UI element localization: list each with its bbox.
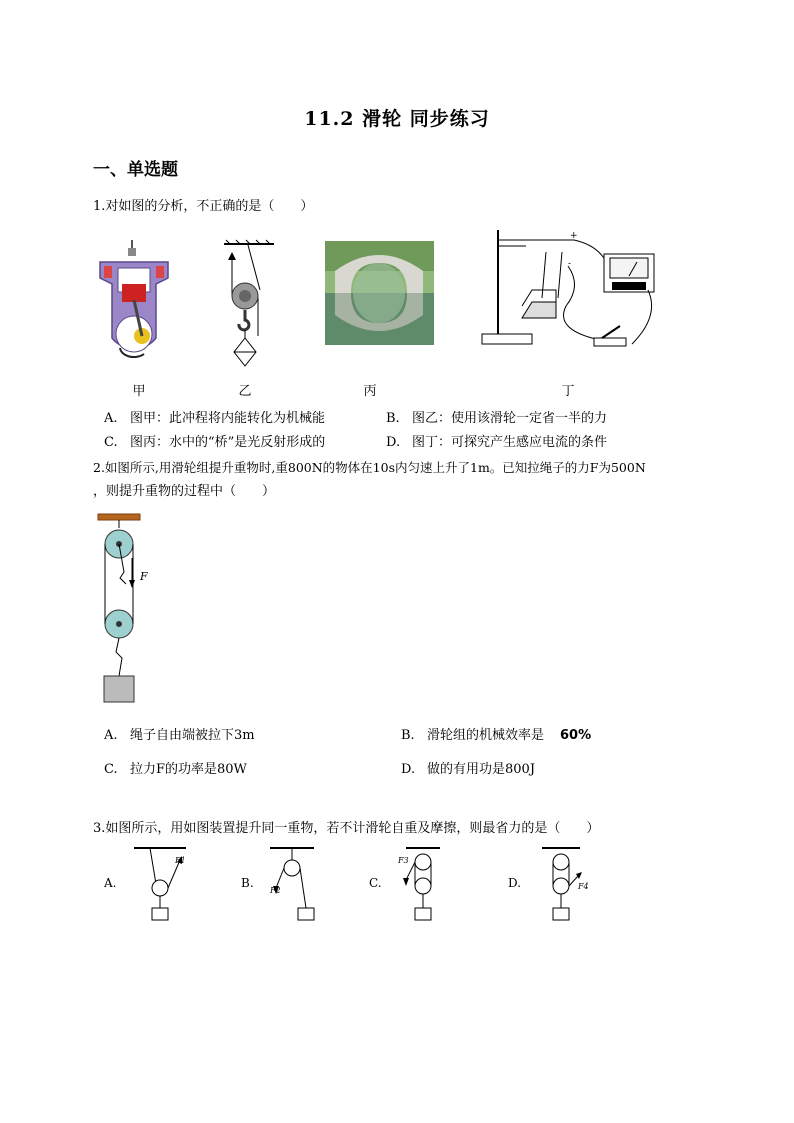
question-2-stem-line1: 2.如图所示,用滑轮组提升重物时,重800N的物体在10s内匀速上升了1m。已知拉绳子的力F为500N — [93, 460, 646, 475]
figure-caption-yi: 乙 — [238, 384, 252, 399]
svg-text:-: - — [568, 259, 572, 269]
section-heading: 一、单选题 — [93, 160, 178, 180]
q3-force-label-b: F2 — [270, 886, 281, 895]
q2-option-d[interactable]: D. 做的有用功是800J — [401, 762, 536, 777]
engine-stroke-figure — [98, 238, 170, 362]
q1-option-a[interactable]: A. 图甲：此冲程将内能转化为机械能 — [104, 411, 326, 426]
question-2-stem-line2: ，则提升重物的过程中（ ） — [93, 484, 276, 499]
q3-option-b-letter[interactable]: B. — [241, 876, 254, 890]
figure-caption-ding: 丁 — [561, 384, 575, 399]
question-1-stem: 1.对如图的分析，不正确的是（ ） — [93, 199, 314, 214]
q1-option-d[interactable]: D. 图丁：可探究产生感应电流的条件 — [386, 435, 608, 450]
force-f-label: F — [140, 570, 148, 583]
q3-option-b-figure — [266, 846, 326, 922]
figure-caption-bing: 丙 — [363, 384, 377, 399]
pulley-block-figure — [96, 512, 160, 704]
q2-option-b[interactable]: B. 滑轮组的机械效率是 60% — [401, 728, 592, 743]
induction-experiment-figure — [482, 226, 666, 352]
q3-option-d-letter[interactable]: D. — [508, 876, 522, 890]
q2-option-a[interactable]: A. 绳子自由端被拉下3m — [104, 728, 255, 743]
q3-option-c-letter[interactable]: C. — [369, 876, 382, 890]
q3-option-a-letter[interactable]: A. — [104, 876, 117, 890]
q3-force-label-d: F4 — [578, 882, 589, 891]
q3-force-label-c: F3 — [398, 856, 409, 865]
q1-option-b[interactable]: B. 图乙：使用该滑轮一定省一半的力 — [386, 411, 608, 426]
q2-option-c[interactable]: C. 拉力F的功率是80W — [104, 762, 247, 777]
svg-text:+: + — [570, 231, 578, 241]
question-3-stem: 3.如图所示，用如图装置提升同一重物，若不计滑轮自重及摩擦，则最省力的是（ ） — [93, 821, 600, 836]
page-title: 11.2 滑轮 同步练习 — [304, 108, 490, 130]
q3-force-label-a: F1 — [175, 856, 186, 865]
figure-caption-jia: 甲 — [132, 384, 146, 399]
bridge-reflection-photo — [325, 241, 434, 345]
q1-option-c[interactable]: C. 图丙：水中的“桥”是光反射形成的 — [104, 435, 326, 450]
fixed-pulley-figure — [222, 240, 276, 368]
